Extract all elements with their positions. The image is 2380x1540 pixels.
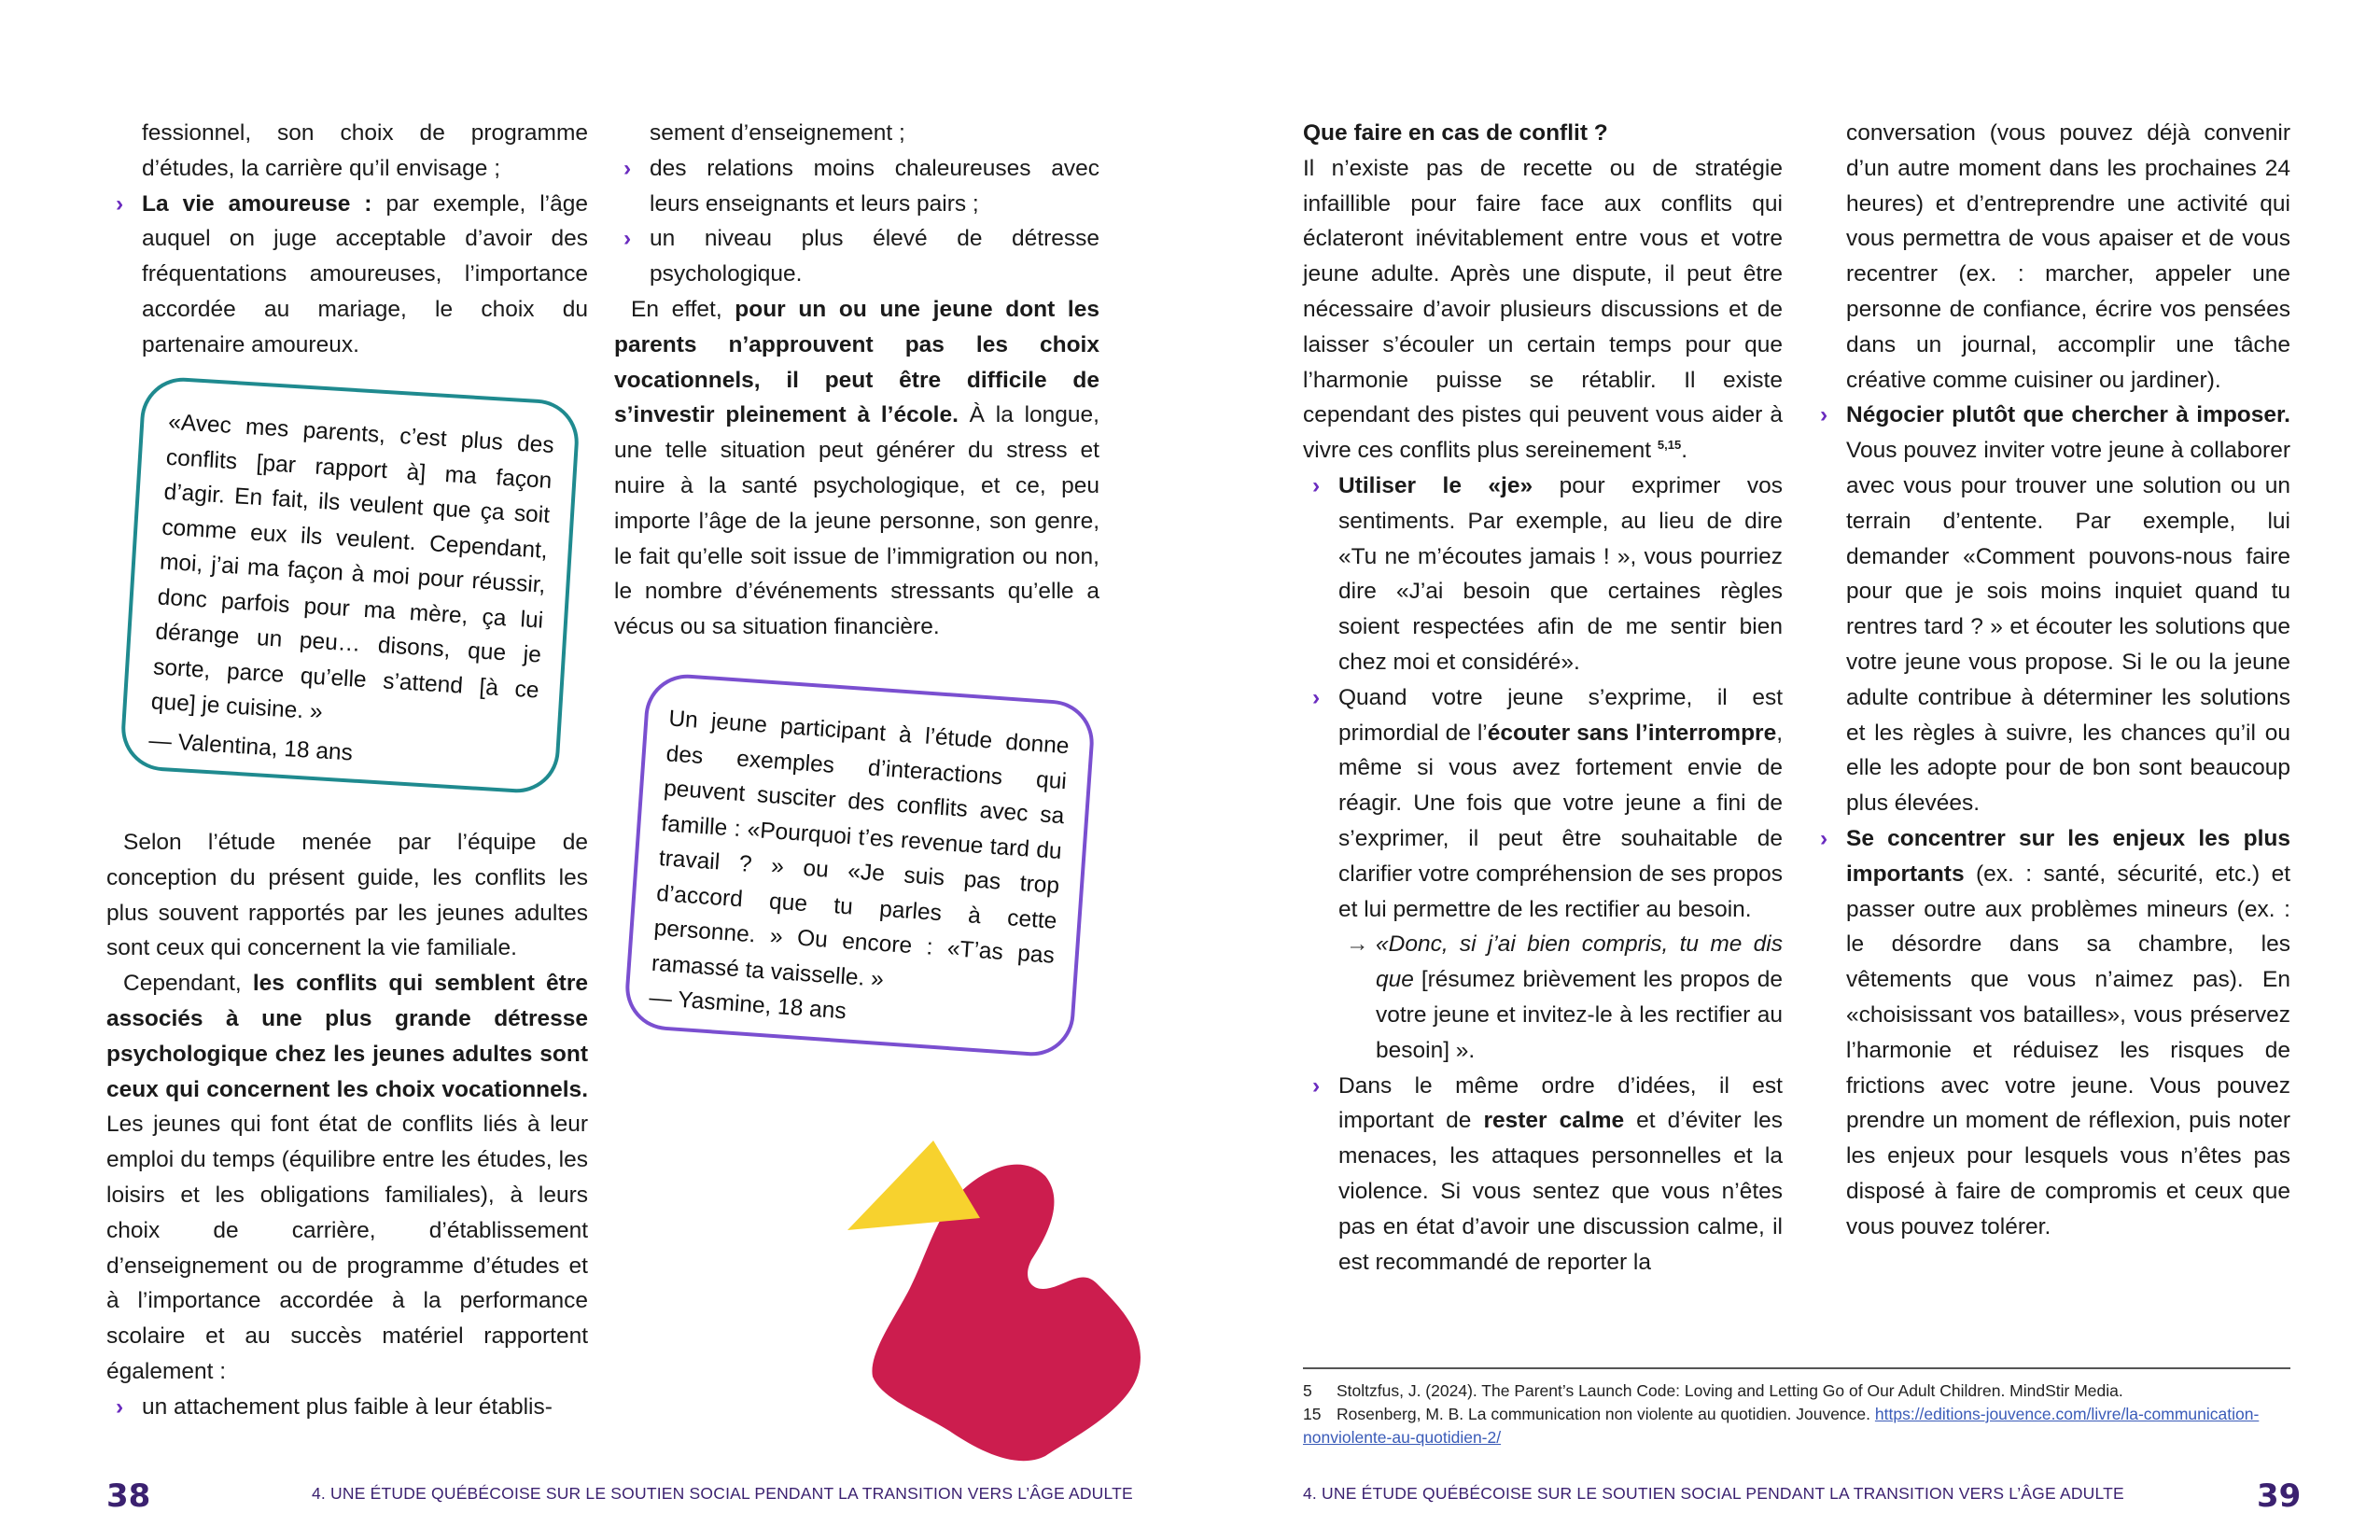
running-head-right: 4. UNE ÉTUDE QUÉBÉCOISE SUR LE SOUTIEN SOCIAL PENDANT LA TRANSITION VERS L’ÂGE ADULTE [1303,1484,2124,1503]
footnote-rule [1303,1367,2290,1369]
chevron-right-icon: › [623,226,632,252]
chevron-right-icon: › [116,1393,124,1420]
chevron-right-icon: › [116,190,124,217]
list-item-distress: › un niveau plus élevé de détresse psychologique. [614,221,1099,292]
left-column-2 [614,116,1099,645]
chevron-right-icon: › [1312,1072,1321,1099]
paragraph-intro: Il n’existe pas de recette ou de stratégie infaillible pour faire face aux conflits qui éclateront inévitablement entre vous et votre jeune adulte. Après une dispute, il peut être nécessaire d’avoir plusieurs discussions et de laisser s’écouler un certain temps pour que l’harmonie puisse se rétablir. Il existe cependant des pistes qui peuvent vous aider à vivre ces conflits plus sereinement $^{5,15}$. [1303,155,1783,464]
footnote-15: 15 Rosenberg, M. B. La communication non violente au quotidien. Jouvence. https://editions-jouvence.com/livre/la-communication-nonviolente-au-quotidien-2/ [1303,1405,2260,1447]
section-heading: Que faire en cas de conflit ? [1303,120,1608,146]
quote-author: — Yasmine, 18 ans [648,985,847,1025]
list-item-relations: › des relations moins chaleureuses avec leurs enseignants et leurs pairs ; [614,151,1099,222]
page-number-right: 39 [2257,1477,2302,1515]
decorative-shapes [840,1129,1157,1465]
chevron-right-icon: › [1820,402,1828,428]
list-item-negotiate: › Négocier plutôt que chercher à imposer. Vous pouvez inviter votre jeune à collaborer avec vous pour trouver une solution ou un terrain d’entente. Par exemple, lui demander «Comment pouvons-nous faire pour que je sois moins inquiet quand tu rentres tard ? » et écouter les solutions que votre jeune vous propose. Si le ou la jeune adulte contribue à déterminer les solutions et les règles à suivre, les chances qu’il ou elle les adopte pour de bon sont beaucoup plus élevées. [1811,398,2290,821]
arrow-right-icon: → [1346,931,1369,958]
footnote-5: 5 Stoltzfus, J. (2024). The Parent’s Launch Code: Loving and Letting Go of Our Adult Children. MindStir Media. [1303,1381,2123,1400]
footnote-refs: 5,15 [1657,438,1682,453]
right-column-1 [1303,116,1783,1280]
list-item-focus: › Se concentrer sur les enjeux les plus importants (ex. : santé, sécurité, etc.) et passer outre aux problèmes mineurs (ex. : le désordre dans sa chambre, les vêtements que vous n’aimez pas). En «choisissant vos batailles», vous préservez l’harmonie et réduisez les risques de frictions avec votre jeune. Vous pouvez prendre un moment de réflexion, puis noter les enjeux pour lesquels vous n’êtes pas disposé à faire de compromis et ceux que vous pouvez tolérer. [1811,821,2290,1245]
running-head-left: 4. UNE ÉTUDE QUÉBÉCOISE SUR LE SOUTIEN SOCIAL PENDANT LA TRANSITION VERS L’ÂGE ADULTE [312,1484,1133,1503]
yellow-triangle-shape [847,1141,980,1230]
right-column-2 [1811,116,2290,1245]
footnote-link[interactable]: https://editions-jouvence.com/livre/la-communication-nonviolente-au-quotidien-2/ [1303,1405,2260,1447]
quote-box-yasmine [623,672,1096,1059]
quote-box-valentina [119,375,581,795]
list-item-calm: › Dans le même ordre d’idées, il est important de rester calme et d’éviter les menaces, les attaques personnelles et la violence. Si vous sentez que vous n’êtes pas en état d’avoir une discussion calme, il est recommandé de reporter la [1303,1069,1783,1281]
paragraph-selon: Selon l’étude menée par l’équipe de conception du présent guide, les conflits les plus souvent rapportés par les jeunes adultes sont ceux qui concernent la vie familiale. [106,830,588,961]
sub-item-example: → «Donc, si j’ai bien compris, tu me dis que [résumez brièvement les propos de votre jeune et invitez-le à les rectifier au besoin] ». [1303,927,1783,1068]
chevron-right-icon: › [1820,825,1828,851]
quote-text: Un jeune participant à l’étude donne des exemples d’interactions qui peuvent susciter des conflits avec sa famille : «Pourquoi t’es revenue tard du travail ? » ou «Je suis pas trop d’accord que tu parles à cette personne. » Ou encore : «T’as pas ramassé ta vaisselle. » [651,706,1071,992]
paragraph-en-effet: En effet, pour un ou une jeune dont les parents n’approuvent pas les choix vocationnels, il peut être difficile de s’investir pleinement à l’école. À la longue, une telle situation peut générer du stress et nuire à la santé psychologique, et ce, peu importe l’âge de la jeune personne, son genre, le fait qu’elle soit issue de l’immigration ou non, le nombre d’événements stressants qu’elle a vécus ou sa situation financière. [614,296,1099,640]
col1-continuation: fessionnel, son choix de programme d’études, la carrière qu’il envisage ; [142,120,588,181]
col4-continuation: conversation (vous pouvez déjà convenir d’un autre moment dans les prochaines 24 heures) et d’entreprendre une activité qui vous permettra de vous apaiser et de vous recentrer (ex. : marcher, appeler une personne de confiance, écrire vos pensées dans un journal, accomplir une tâche créative comme cuisiner ou jardiner). [1846,120,2290,393]
quote-text: «Avec mes parents, c’est plus des conflits [par rapport à] ma façon d’agir. En fait, ils veulent que ça soit comme eux ils veulent. Cependant, moi, j’ai ma façon à moi pour réussir, donc parfois pour ma mère, ça lui dérange un peu… disons, que je sorte, parce qu’elle s’attend [à ce que] je cuisine. » [150,409,555,725]
paragraph-cependant: Cependant, les conflits qui semblent être associés à une plus grande détresse psychologique chez les jeunes adultes sont ceux qui concernent les choix vocationnels. Les jeunes qui font état de conflits liés à leur emploi du temps (équilibre entre les études, les loisirs et les obligations familiales), à leurs choix de carrière, d’établissement d’enseignement ou de programme d’études et à l’importance accordée à la performance scolaire et au succès matériel rapportent également : [106,971,589,1384]
list-item-listen: › Quand votre jeune s’exprime, il est primordial de l’écouter sans l’interrompre, même si vous avez fortement envie de réagir. Une fois que votre jeune a fini de s’exprimer, il peut être souhaitable de clarifier votre compréhension de ses propos et lui permettre de les rectifier au besoin. [1303,680,1783,928]
list-item-je: › Utiliser le «je» pour exprimer vos sentiments. Par exemple, au lieu de dire «Tu ne m’écoutes jamais ! », vous pourriez dire «J’ai besoin que certaines règles soient respectées afin de me sentir bien chez moi et considéré». [1303,469,1783,680]
list-item-love: › La vie amoureuse : par exemple, l’âge auquel on juge acceptable d’avoir des fréquentations amoureuses, l’importance accordée au mariage, le choix du partenaire amoureux. [106,187,588,363]
chevron-right-icon: › [1312,684,1321,710]
list-item-attachment: › un attachement plus faible à leur établis- [106,1390,588,1425]
left-column-1-lower [106,825,588,1425]
quote-author: — Valentina, 18 ans [147,728,354,766]
left-column-1 [106,116,588,363]
col2-continuation: sement d’enseignement ; [650,120,905,146]
chevron-right-icon: › [623,155,632,181]
page-number-left: 38 [106,1477,151,1515]
chevron-right-icon: › [1312,472,1321,498]
